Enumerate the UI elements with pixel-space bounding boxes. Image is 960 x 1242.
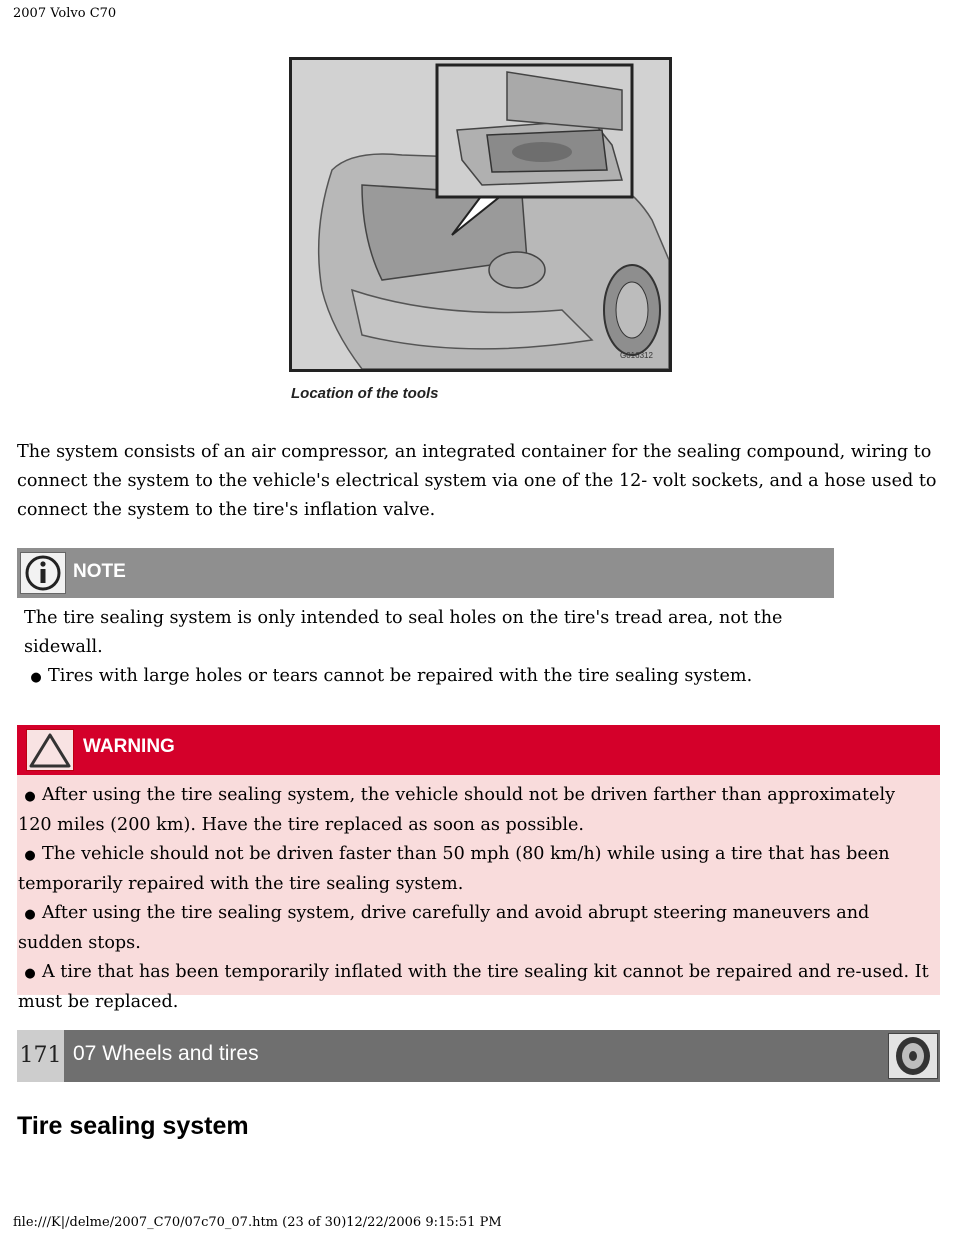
bullet-icon: ● — [24, 907, 36, 922]
warning-bullet-text: After using the tire sealing system, the vehicle should not be driven farther than approximately 120 miles (200 km). Have the tire replaced as soon as possible. — [18, 785, 896, 835]
bullet-icon: ● — [24, 966, 36, 981]
warning-body — [17, 775, 940, 1012]
tire-icon — [888, 1033, 938, 1079]
tools-location-illustration — [289, 57, 672, 372]
info-icon — [20, 552, 66, 594]
warning-bullet-text: The vehicle should not be driven faster than 50 mph (80 km/h) while using a tire that has been temporarily repaired with the tire sealing system. — [18, 844, 890, 894]
bullet-icon: ● — [30, 670, 42, 685]
warning-bullet-item — [18, 781, 930, 840]
section-title: 07 Wheels and tires — [73, 1042, 259, 1065]
note-bullet-item — [24, 662, 814, 692]
bullet-icon: ● — [24, 848, 36, 863]
page-number: 171 — [17, 1030, 64, 1082]
warning-bullet-item — [18, 958, 930, 1017]
body-paragraph: The system consists of an air compressor, an integrated container for the sealing compound, wiring to connect the system to the vehicle's electrical system via one of the 12- volt sockets, and a hose used to connect the system to the tire's inflation valve. — [17, 442, 937, 520]
warning-bullet-text: After using the tire sealing system, drive carefully and avoid abrupt steering maneuvers and sudden stops. — [18, 903, 870, 953]
warning-label: WARNING — [83, 736, 175, 757]
warning-bullet-item — [18, 840, 930, 899]
document-title: 2007 Volvo C70 — [13, 6, 117, 21]
note-label: NOTE — [73, 561, 126, 582]
warning-bullet-item — [18, 899, 930, 958]
note-bullet-text: Tires with large holes or tears cannot be repaired with the tire sealing system. — [48, 666, 753, 686]
note-text: The tire sealing system is only intended to seal holes on the tire's tread area, not the sidewall. — [24, 608, 783, 657]
warning-bullet-text: A tire that has been temporarily inflated with the tire sealing kit cannot be repaired and re-used. It must be replaced. — [18, 962, 929, 1012]
page-heading: Tire sealing system — [17, 1112, 249, 1140]
warning-header — [17, 725, 940, 775]
warning-triangle-icon — [26, 729, 74, 771]
section-bar — [17, 1030, 940, 1082]
footer-file-path: file:///K|/delme/2007_C70/07c70_07.htm (23 of 30)12/22/2006 9:15:51 PM — [13, 1215, 502, 1230]
note-header — [17, 548, 834, 598]
figure-code: G016312 — [620, 351, 653, 360]
figure-caption: Location of the tools — [291, 385, 439, 402]
bullet-icon: ● — [24, 789, 36, 804]
note-body — [24, 604, 814, 692]
